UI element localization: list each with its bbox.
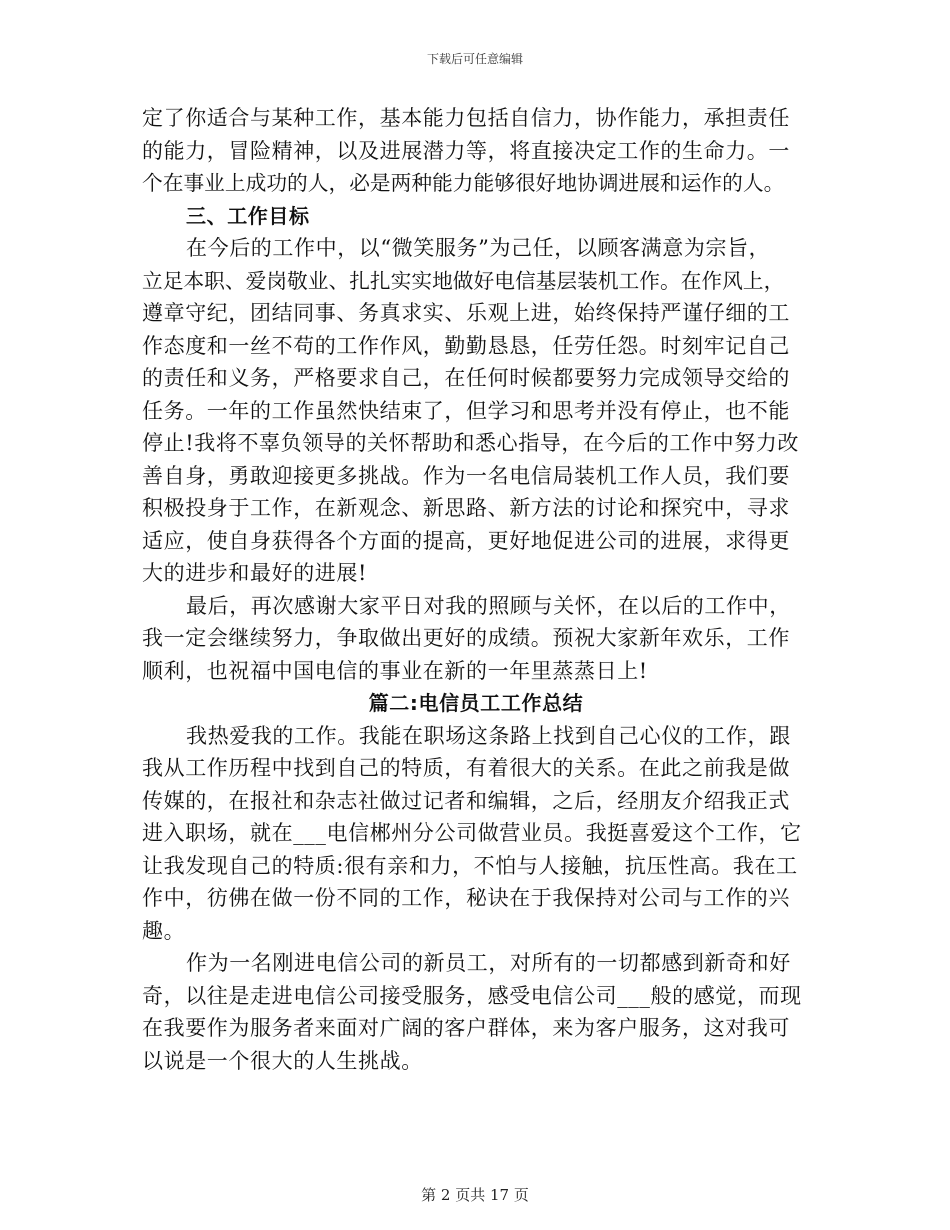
page-header: 下载后可任意编辑: [426, 52, 523, 66]
paragraph-line: 传媒的，在报社和杂志社做过记者和编辑，之后，经朋友介绍我正式: [142, 788, 790, 813]
page-footer: 第 2 页共 17 页: [421, 1186, 529, 1204]
paragraph-line: 进入职场，就在___电信郴州分公司做营业员。我挺喜爱这个工作，它: [142, 821, 802, 845]
section-heading: 三、工作目标: [186, 203, 310, 228]
paragraph-line: 趣。: [142, 918, 186, 943]
paragraph-line: 最后，再次感谢大家平日对我的照顾与关怀，在以后的工作中，: [186, 593, 791, 618]
paragraph-line: 作中，彷佛在做一份不同的工作，秘诀在于我保持对公司与工作的兴: [142, 886, 790, 910]
paragraph-line: 的责任和义务，严格要求自己，在任何时候都要努力完成领导交给的: [142, 366, 790, 390]
paragraph-line: 我热爱我的工作。我能在职场这条路上找到自己心仪的工作，跟: [186, 723, 791, 748]
chapter-title: 篇二:电信员工工作总结: [368, 691, 584, 715]
paragraph-line: 以说是一个很大的人生挑战。: [142, 1048, 423, 1073]
paragraph-line: 在今后的工作中，以“微笑服务”为己任，以顾客满意为宗旨，: [186, 236, 771, 260]
paragraph-line: 顺利，也祝福中国电信的事业在新的一年里蒸蒸日上!: [142, 658, 648, 683]
paragraph-line: 立足本职、爱岗敬业、扎扎实实地做好电信基层装机工作。在作风上，: [142, 268, 785, 293]
paragraph-line: 停止!我将不辜负领导的关怀帮助和悉心指导，在今后的工作中努力改: [142, 431, 800, 455]
paragraph-line: 我一定会继续努力，争取做出更好的成绩。预祝大家新年欢乐，工作: [142, 626, 790, 650]
paragraph-line: 适应，使自身获得各个方面的提高，更好地促进公司的进展，求得更: [142, 528, 790, 553]
paragraph-line: 定了你适合与某种工作，基本能力包括自信力，协作能力，承担责任: [142, 106, 790, 130]
paragraph-line: 的能力，冒险精神，以及进展潜力等，将直接决定工作的生命力。一: [142, 138, 790, 163]
paragraph-line: 大的进步和最好的进展!: [142, 561, 368, 585]
paragraph-line: 任务。一年的工作虽然快结束了，但学习和思考并没有停止，也不能: [142, 398, 790, 423]
paragraph-line: 遵章守纪，团结同事、务真求实、乐观上进，始终保持严谨仔细的工: [142, 301, 790, 325]
paragraph-line: 善自身，勇敢迎接更多挑战。作为一名电信局装机工作人员，我们要: [142, 463, 790, 488]
paragraph-line: 个在事业上成功的人，必是两种能力能够很好地协调进展和运作的人。: [142, 171, 785, 195]
paragraph-line: 作态度和一丝不苟的工作作风，勤勤恳恳，任劳任怨。时刻牢记自己: [142, 333, 790, 358]
paragraph-line: 奇，以往是走进电信公司接受服务，感受电信公司___般的感觉，而现: [142, 983, 802, 1008]
paragraph-line: 作为一名刚进电信公司的新员工，对所有的一切都感到新奇和好: [186, 951, 791, 975]
paragraph-line: 在我要作为服务者来面对广阔的客户群体，来为客户服务，这对我可: [142, 1016, 790, 1040]
paragraph-line: 积极投身于工作，在新观念、新思路、新方法的讨论和探究中，寻求: [142, 496, 790, 520]
document-body: [142, 102, 810, 1077]
paragraph-line: 我从工作历程中找到自己的特质，有着很大的关系。在此之前我是做: [142, 756, 790, 780]
paragraph-line: 让我发现自己的特质:很有亲和力，不怕与人接触，抗压性高。我在工: [142, 853, 798, 878]
